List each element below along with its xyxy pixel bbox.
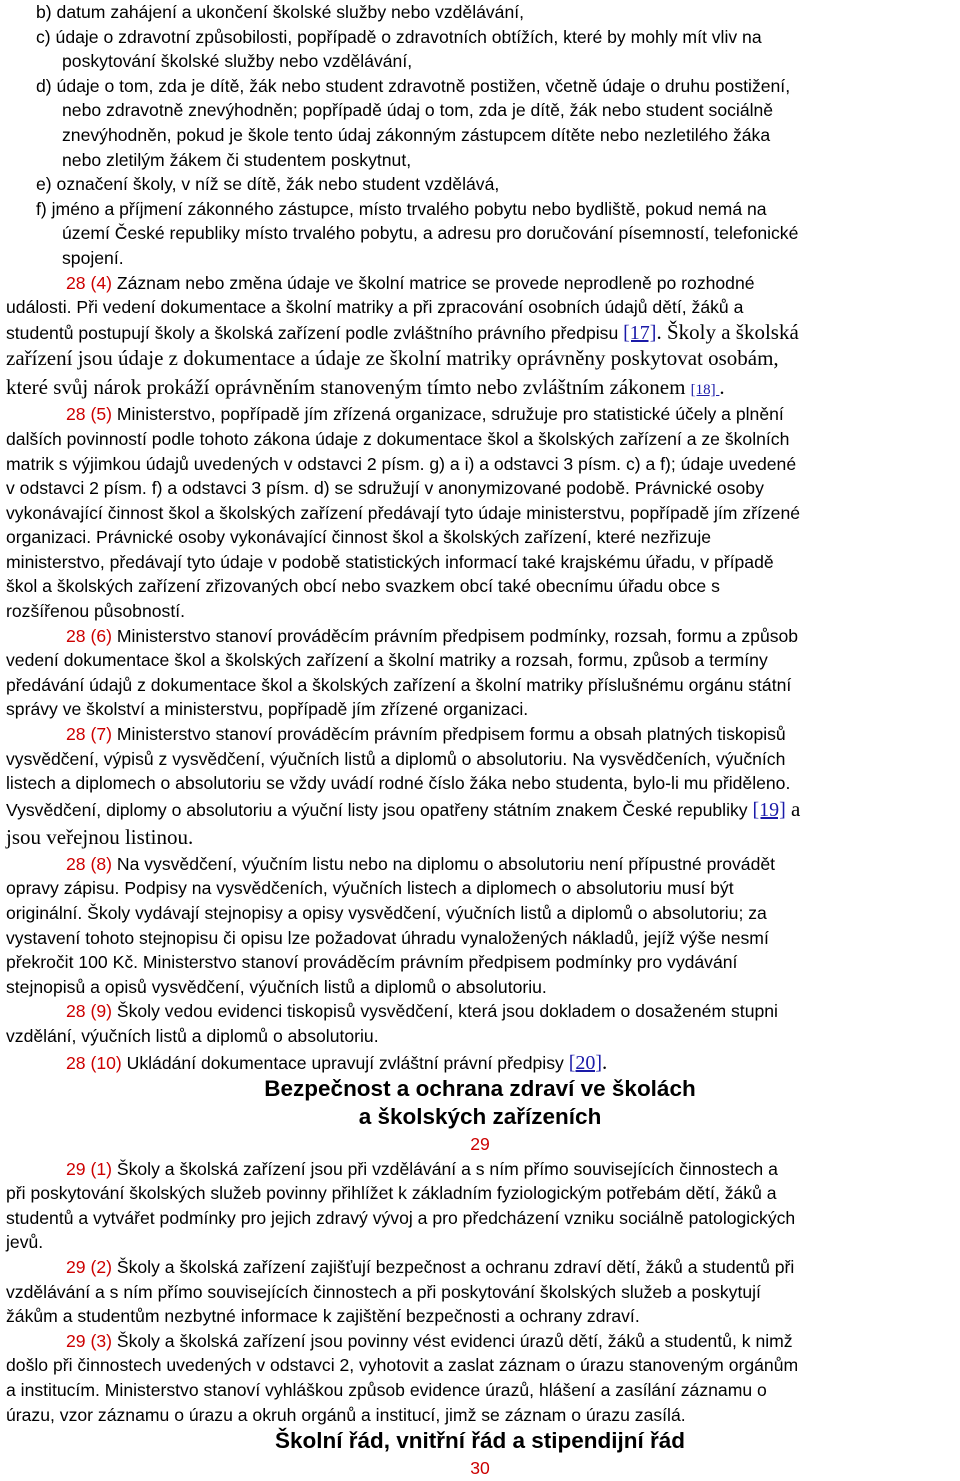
section-title: a školských zařízeních [358,1103,602,1129]
paragraph-text: Školy vedou evidenci tiskopisů vysvědčení, která jsou dokladem o dosaženém stupni [111,1001,778,1022]
list-item-c: c) údaje o zdravotní způsobilosti, popřípadě o zdravotních obtížích, které by mohly mít vliv na [36,26,762,47]
section-ref-28-9[interactable]: 28 (9) [66,1001,112,1022]
paragraph-text: správy ve školství a ministerstvu, popřípadě jím zřízené organizaci. [6,699,529,720]
section-heading-30 [6,1427,954,1481]
paragraph-text: události. Při vedení dokumentace a školní matriky a při zpracování osobních údajů dětí, žáků a [6,297,744,318]
list-item-b: b) datum zahájení a ukončení školské služby nebo vzdělávání, [36,2,525,22]
footnote-link-20[interactable]: [20] [568,1051,603,1074]
paragraph-text: opravy zápisu. Podpisy na vysvědčeních, výučních listech a diplomech o absolutoriu musí být [6,878,734,899]
paragraph-text: Školy a školská zařízení jsou povinny vést evidenci úrazů dětí, žáků a studentů, k nimž [111,1330,793,1351]
paragraph-text: a [785,796,801,821]
paragraph-29-2 [6,1255,954,1329]
paragraph-text: Školy a školská zařízení jsou při vzdělávání a s ním přímo souvisejících činnostech a [111,1158,778,1179]
paragraph-text: Ministerstvo, popřípadě jím zřízená organizace, sdružuje pro statistické účely a plnění [111,404,784,425]
paragraph-28-7 [6,722,954,852]
section-ref-28-6[interactable]: 28 (6) [66,625,112,646]
paragraph-text: předávání údajů z dokumentace škol a školských zařízení a školní matriky příslušnému orgánu státní [6,674,792,695]
paragraph-text: studentů postupují školy a školská zařízení podle zvláštního právního předpisu [6,322,624,343]
paragraph-text: stejnopisů a opisů vysvědčení, výučních listů a diplomů o absolutoriu. [6,976,547,997]
paragraph-text: při poskytování školských služeb povinny přihlížet k základním fyziologickým potřebám dětí, žáků a [6,1183,777,1204]
paragraph-text: úrazu, vzor záznamu o úrazu a okruh orgánů a institucí, jimž se záznam o úrazu zasílá. [6,1404,686,1425]
section-ref-28-7[interactable]: 28 (7) [66,724,112,745]
paragraph-28-9 [6,999,954,1048]
paragraph-text: škol a školských zařízení zřizovaných obcí nebo svazkem obcí také obecnímu úřadu obce s [6,576,720,597]
paragraph-text: vzdělání, výučních listů a diplomů o absolutoriu. [6,1025,379,1046]
paragraph-text: vzdělávání a s ním přímo souvisejících činnostech a při poskytování školských služeb a poskytují [6,1281,761,1302]
paragraph-text: . [602,1049,608,1074]
list-item-d-cont: nebo zdravotně znevýhodněn; popřípadě údaj o tom, zda je dítě, žák nebo student sociálně [62,100,774,121]
paragraph-28-5 [6,402,954,623]
section-number-30[interactable]: 30 [470,1458,490,1479]
footnote-link-18[interactable]: [18] [690,382,720,399]
paragraph-text: matrik s výjimkou údajů uvedených v odstavci 2 písm. g) a i) a odstavci 3 písm. c) a f); údaje uvedené [6,453,797,474]
paragraph-text: Ukládání dokumentace upravují zvláštní právní předpisy [121,1052,569,1073]
paragraph-text: Školy a školská zařízení zajišťují bezpečnost a ochranu zdraví dětí, žáků a studentů při [111,1256,795,1277]
paragraph-text: vedení dokumentace škol a školských zařízení a školní matriky a rozsah, formu, způsob a termíny [6,650,768,671]
paragraph-text: studentů a vytvářet podmínky pro jejich zdravý vývoj a pro předcházení vzniku sociálně patologických [6,1207,796,1228]
section-ref-28-5[interactable]: 28 (5) [66,404,112,425]
list-item-f: f) jméno a příjmení zákonného zástupce, místo trvalého pobytu nebo bydliště, pokud nemá na [36,198,767,219]
paragraph-28-6 [6,624,954,722]
footnote-link-17[interactable]: [17] [623,321,657,344]
paragraph-text: v odstavci 2 písm. f) a odstavci 3 písm. d) se sdružují v anonymizované podobě. Právnické osoby [6,478,764,499]
paragraph-text: Vysvědčení, diplomy o absolutoriu a výuční listy jsou opatřeny státním znakem České republiky [6,799,753,820]
paragraph-text: rozšířenou působností. [6,601,185,622]
paragraph-text: vykonávající činnost škol a školských zařízení předávají tyto údaje ministerstvu, popřípadě jím zřízené [6,502,801,523]
list-item-d-cont: nebo zletilým žákem či studentem poskytnut, [62,149,412,170]
section-ref-28-8[interactable]: 28 (8) [66,853,112,874]
list-item-e: e) označení školy, v níž se dítě, žák nebo student vzdělává, [36,174,500,195]
paragraph-text: jsou veřejnou listinou. [6,824,194,849]
paragraph-text: . [719,375,725,400]
section-title: Školní řád, vnitřní řád a stipendijní řád [274,1428,686,1454]
section-ref-28-4[interactable]: 28 (4) [66,272,112,293]
section-ref-28-10[interactable]: 28 (10) [66,1052,122,1073]
paragraph-text: ministerstvo, předávají tyto údaje v podobě statistických informací také krajskému úřadu, v případě [6,551,774,572]
paragraph-text: dalších povinností podle tohoto zákona údaje z dokumentace škol a školských zařízení a ze školních [6,428,790,449]
paragraph-29-3 [6,1329,954,1427]
paragraph-text: Záznam nebo změna údaje ve školní matrice se provede neprodleně po rozhodné [111,272,755,293]
list-item-d-cont: znevýhodněn, pokud je škole tento údaj zákonným zástupcem dítěte nebo nezletilého žáka [62,124,771,145]
section-number-29[interactable]: 29 [470,1133,490,1154]
section-heading-29 [6,1075,954,1157]
section-ref-29-2[interactable]: 29 (2) [66,1256,112,1277]
paragraph-text: Ministerstvo stanoví prováděcím právním předpisem podmínky, rozsah, formu a způsob [111,625,799,646]
list-item-c-cont: poskytování školské služby nebo vzdělávání, [62,51,413,72]
paragraph-text: které svůj nárok prokáží oprávněním stanoveným tímto nebo zvláštním zákonem [6,375,691,400]
paragraph-text: žákům a studentům nezbytné informace k zajištění bezpečnosti a ochrany zdraví. [6,1306,640,1327]
list-item-d: d) údaje o tom, zda je dítě, žák nebo student zdravotně postižen, včetně údaje o druhu postižení, [36,75,791,96]
paragraph-text: listech a diplomech o absolutoriu se vždy uvádí rodné číslo žáka nebo studenta, bylo-li mu přiděleno. [6,773,791,794]
paragraph-text: originální. Školy vydávají stejnopisy a opisy vysvědčení, výučních listů a diplomů o absolutoriu; za [6,903,767,923]
paragraph-text: Na vysvědčení, výučním listu nebo na diplomu o absolutoriu není přípustné provádět [111,853,776,874]
list-item-f-cont: spojení. [62,247,124,268]
paragraph-text: překročit 100 Kč. Ministerstvo stanoví prováděcím právním předpisem podmínky pro vydávání [6,952,738,973]
paragraph-text: jevů. [6,1232,44,1253]
paragraph-28-10 [6,1049,954,1075]
paragraph-28-8 [6,852,954,1000]
paragraph-text: vysvědčení, výpisů z vysvědčení, výučních listů a diplomů o absolutoriu. Na vysvědčeních, výučních [6,748,786,769]
paragraph-text: Ministerstvo stanoví prováděcím právním předpisem formu a obsah platných tiskopisů [111,724,786,745]
paragraph-text: organizaci. Právnické osoby vykonávající činnost škol a školských zařízení, které nezřizuje [6,527,712,548]
paragraph-28-4 [6,271,954,403]
paragraph-text: došlo při činnostech uvedených v odstavci 2, vyhotovit a zaslat záznam o úrazu stanoveným orgánům [6,1355,799,1376]
footnote-link-19[interactable]: [19] [752,798,786,821]
section-ref-29-3[interactable]: 29 (3) [66,1330,112,1351]
paragraph-text: zařízení jsou údaje z dokumentace a údaje ze školní matriky oprávněny poskytovat osobám, [6,346,779,371]
paragraph-29-1 [6,1157,954,1255]
section-title: Bezpečnost a ochrana zdraví ve školách [264,1075,696,1101]
paragraph-text: . Školy a školská [656,319,799,344]
paragraph-text: a institucím. Ministerstvo stanoví vyhláškou způsob evidence úrazů, hlášení a zasílání záznamu o [6,1379,767,1400]
paragraph-text: vystavení tohoto stejnopisu či opisu lze požadovat úhradu vynaložených nákladů, jejíž výše nesmí [6,927,769,948]
list-item-f-cont: území České republiky místo trvalého pobytu, a adresu pro doručování písemností, telefonické [62,223,799,244]
section-ref-29-1[interactable]: 29 (1) [66,1158,112,1179]
